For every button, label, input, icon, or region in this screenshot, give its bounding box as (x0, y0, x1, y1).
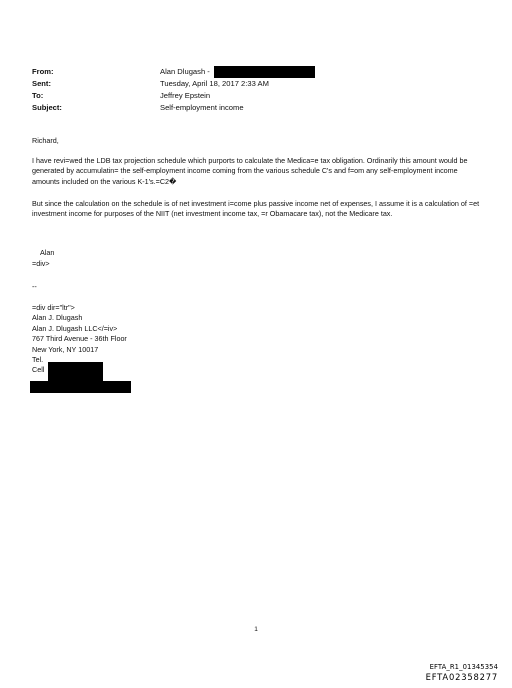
from-value: Alan Dlugash - (160, 67, 210, 76)
subject-label: Subject: (32, 103, 62, 112)
from-label: From: (32, 67, 54, 76)
bates-number-2: EFTA02358277 (425, 672, 498, 682)
to-label: To: (32, 91, 44, 100)
signature-line: 767 Third Avenue - 36th Floor (32, 334, 127, 344)
body-paragraph-1: I have revi=wed the LDB tax projection schedule which purports to calculate the Medica=e tax obligation. Ordinarily this amount would be generated by accumulatin= the self-employment income coming from the various schedule C's and f=om any self-employment income amounts included on the various K-1's.=C2� (32, 156, 468, 186)
sent-value: Tuesday, April 18, 2017 2:33 AM (160, 79, 269, 88)
signature-line-cell: Cell (32, 365, 45, 375)
div-close-tag: =div> (32, 259, 50, 268)
bates-number-1: EFTA_R1_01345354 (429, 663, 498, 671)
body-paragraph-2: But since the calculation on the schedule is of net investment i=come plus passive income net of expenses, I assume it is a calculation of =et investment income for purposes of the NIIT (net investment income tax, =r Obamacare tax), not the Medicare tax. (32, 199, 480, 219)
signature-line-tel: Tel. (32, 354, 44, 364)
signature-line: Alan J. Dlugash LLC</=iv> (32, 323, 118, 333)
redaction-box-from (214, 66, 315, 78)
page-number: 1 (254, 626, 258, 633)
subject-row (32, 102, 352, 114)
subject-value: Self-employment income (160, 103, 244, 112)
redaction-box-bottom (30, 381, 131, 393)
sent-label: Sent: (32, 79, 51, 88)
sent-row (32, 78, 352, 90)
to-row (32, 90, 352, 102)
sign-off-name: Alan (40, 248, 55, 257)
greeting: Richard, (32, 136, 59, 145)
signature-separator: -- (32, 282, 37, 291)
bates-stamp (426, 663, 498, 682)
signature-line: =div dir="ltr"> (32, 303, 75, 312)
signature-line: Alan J. Dlugash (32, 313, 83, 323)
signature-line: New York, NY 10017 (32, 344, 99, 354)
to-value: Jeffrey Epstein (160, 91, 211, 100)
